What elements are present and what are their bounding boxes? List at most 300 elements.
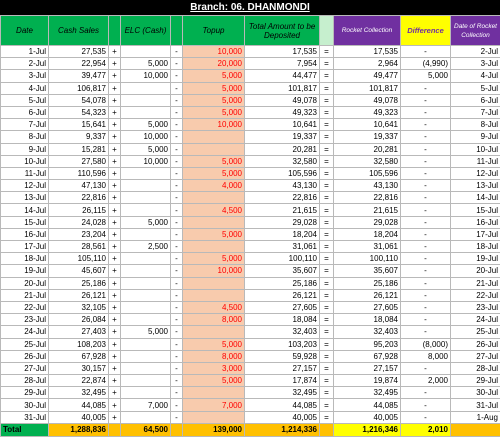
cell-topup: 5,000 [183,253,245,265]
cell-rocket: 25,186 [334,277,401,289]
cell-cash-sales: 26,121 [49,289,109,301]
cell-cash-sales: 26,084 [49,314,109,326]
cell-elc [121,387,171,399]
plus-sign: + [109,265,121,277]
cell-elc: 10,000 [121,155,171,167]
total-spacer-4 [451,423,500,436]
minus-sign: - [171,265,183,277]
cell-elc [121,411,171,423]
cell-topup [183,192,245,204]
cell-date-rocket: 5-Jul [451,82,500,94]
minus-sign: - [171,155,183,167]
equals-sign: = [320,314,334,326]
table-row [1,131,500,143]
cell-elc: 5,000 [121,216,171,228]
equals-sign: = [320,399,334,411]
cell-date: 4-Jul [1,82,49,94]
plus-sign: + [109,143,121,155]
table-row [1,94,500,106]
cell-total-deposit: 21,615 [245,204,320,216]
cell-rocket: 29,028 [334,216,401,228]
cell-topup: 5,000 [183,167,245,179]
cell-rocket: 40,005 [334,411,401,423]
table-row [1,350,500,362]
cell-total-deposit: 17,874 [245,375,320,387]
cell-elc [121,82,171,94]
cell-total-deposit: 27,605 [245,301,320,313]
cell-difference: - [401,94,451,106]
equals-sign: = [320,350,334,362]
cell-total-deposit: 59,928 [245,350,320,362]
cell-rocket: 49,078 [334,94,401,106]
cell-topup: 20,000 [183,58,245,70]
plus-sign: + [109,301,121,313]
minus-sign: - [171,241,183,253]
cell-elc: 2,500 [121,241,171,253]
plus-sign: + [109,131,121,143]
cell-total-deposit: 22,816 [245,192,320,204]
cell-date-rocket: 29-Jul [451,375,500,387]
header-date-rocket: Date of Rocket Collection [451,16,500,46]
cell-date: 31-Jul [1,411,49,423]
minus-sign: - [171,106,183,118]
table-row [1,253,500,265]
table-row [1,106,500,118]
minus-sign: - [171,167,183,179]
cell-cash-sales: 67,928 [49,350,109,362]
cell-date: 8-Jul [1,131,49,143]
table-row [1,204,500,216]
cell-total-deposit: 20,281 [245,143,320,155]
cell-date: 23-Jul [1,314,49,326]
cell-difference: - [401,228,451,240]
cell-date-rocket: 22-Jul [451,289,500,301]
cell-elc [121,350,171,362]
cell-date: 10-Jul [1,155,49,167]
table-row [1,192,500,204]
branch-title [0,0,500,15]
equals-sign: = [320,119,334,131]
cell-topup [183,289,245,301]
plus-sign: + [109,314,121,326]
cell-date-rocket: 19-Jul [451,253,500,265]
cell-topup: 7,000 [183,399,245,411]
cell-total-deposit: 32,580 [245,155,320,167]
equals-sign: = [320,216,334,228]
cell-rocket: 26,121 [334,289,401,301]
minus-sign: - [171,362,183,374]
cell-cash-sales: 105,110 [49,253,109,265]
cell-total-deposit: 40,005 [245,411,320,423]
cell-date-rocket: 10-Jul [451,143,500,155]
cell-total-deposit: 32,495 [245,387,320,399]
cell-rocket: 21,615 [334,204,401,216]
minus-sign: - [171,338,183,350]
cell-difference: - [401,387,451,399]
plus-sign: + [109,411,121,423]
equals-sign: = [320,387,334,399]
cell-date: 20-Jul [1,277,49,289]
equals-sign: = [320,362,334,374]
cell-difference: - [401,119,451,131]
cell-elc [121,314,171,326]
cell-cash-sales: 54,323 [49,106,109,118]
cell-rocket: 20,281 [334,143,401,155]
plus-sign: + [109,241,121,253]
minus-sign: - [171,326,183,338]
total-cash: 1,288,836 [49,423,109,436]
cell-date: 19-Jul [1,265,49,277]
minus-sign: - [171,253,183,265]
cell-elc [121,46,171,58]
cell-cash-sales: 27,403 [49,326,109,338]
equals-sign: = [320,46,334,58]
table-row [1,411,500,423]
table-row [1,216,500,228]
minus-sign: - [171,143,183,155]
cell-difference: - [401,216,451,228]
cell-date: 15-Jul [1,216,49,228]
plus-sign: + [109,289,121,301]
minus-sign: - [171,94,183,106]
cell-topup [183,277,245,289]
cell-topup [183,143,245,155]
cell-cash-sales: 110,596 [49,167,109,179]
cell-rocket: 19,337 [334,131,401,143]
equals-sign: = [320,131,334,143]
cell-difference: - [401,143,451,155]
cell-cash-sales: 15,281 [49,143,109,155]
cell-date-rocket: 4-Jul [451,70,500,82]
cell-date-rocket: 14-Jul [451,192,500,204]
cell-difference: - [401,326,451,338]
cell-elc [121,106,171,118]
plus-sign: + [109,387,121,399]
cell-elc [121,192,171,204]
cell-difference: - [401,106,451,118]
table-row [1,289,500,301]
cell-date-rocket: 8-Jul [451,119,500,131]
plus-sign: + [109,119,121,131]
cell-total-deposit: 17,535 [245,46,320,58]
cell-cash-sales: 9,337 [49,131,109,143]
cell-cash-sales: 54,078 [49,94,109,106]
cell-total-deposit: 101,817 [245,82,320,94]
cell-cash-sales: 32,105 [49,301,109,313]
table-row [1,241,500,253]
cell-difference: - [401,167,451,179]
cell-date-rocket: 18-Jul [451,241,500,253]
plus-sign: + [109,82,121,94]
cell-cash-sales: 22,816 [49,192,109,204]
cell-date: 29-Jul [1,387,49,399]
total-label: Total [1,423,49,436]
table-row [1,326,500,338]
cell-rocket: 32,580 [334,155,401,167]
cell-elc [121,338,171,350]
total-deposit: 1,214,336 [245,423,320,436]
cell-rocket: 2,964 [334,58,401,70]
cell-total-deposit: 35,607 [245,265,320,277]
cell-date: 14-Jul [1,204,49,216]
cell-topup: 5,000 [183,338,245,350]
cell-cash-sales: 15,641 [49,119,109,131]
cell-topup [183,216,245,228]
cell-date-rocket: 3-Jul [451,58,500,70]
cell-rocket: 100,110 [334,253,401,265]
equals-sign: = [320,326,334,338]
cell-difference: - [401,82,451,94]
table-row [1,167,500,179]
cell-date-rocket: 17-Jul [451,228,500,240]
cell-difference: - [401,362,451,374]
minus-sign: - [171,180,183,192]
equals-sign: = [320,375,334,387]
plus-sign: + [109,70,121,82]
cell-total-deposit: 49,078 [245,94,320,106]
cell-total-deposit: 29,028 [245,216,320,228]
minus-sign: - [171,216,183,228]
cell-date-rocket: 24-Jul [451,314,500,326]
equals-sign: = [320,241,334,253]
cell-topup: 10,000 [183,46,245,58]
header-minus-spacer [171,16,183,46]
cell-rocket: 49,477 [334,70,401,82]
cell-rocket: 27,605 [334,301,401,313]
cell-elc: 5,000 [121,326,171,338]
cell-date-rocket: 11-Jul [451,155,500,167]
cell-date: 1-Jul [1,46,49,58]
cell-date: 25-Jul [1,338,49,350]
cell-rocket: 10,641 [334,119,401,131]
minus-sign: - [171,314,183,326]
plus-sign: + [109,46,121,58]
cell-topup: 5,000 [183,106,245,118]
cell-topup: 4,500 [183,204,245,216]
cell-cash-sales: 27,535 [49,46,109,58]
table-row [1,314,500,326]
header-difference: Difference [401,16,451,46]
cell-date-rocket: 30-Jul [451,387,500,399]
header-cash-sales: Cash Sales [49,16,109,46]
cell-rocket: 18,084 [334,314,401,326]
plus-sign: + [109,399,121,411]
cell-topup: 4,000 [183,180,245,192]
minus-sign: - [171,131,183,143]
cell-elc [121,253,171,265]
table-row [1,155,500,167]
cell-elc: 5,000 [121,119,171,131]
cell-date: 27-Jul [1,362,49,374]
minus-sign: - [171,411,183,423]
header-equals-spacer [320,16,334,46]
cell-elc [121,301,171,313]
table-row [1,265,500,277]
cell-elc: 5,000 [121,58,171,70]
equals-sign: = [320,338,334,350]
cell-date: 13-Jul [1,192,49,204]
cell-date-rocket: 1-Aug [451,411,500,423]
branch-title-text: Branch: 06. DHANMONDI [190,2,310,13]
cell-date: 9-Jul [1,143,49,155]
cell-rocket: 31,061 [334,241,401,253]
cell-elc [121,265,171,277]
cell-rocket: 32,495 [334,387,401,399]
cell-total-deposit: 7,954 [245,58,320,70]
cell-total-deposit: 10,641 [245,119,320,131]
cell-topup [183,241,245,253]
cell-cash-sales: 28,561 [49,241,109,253]
cell-difference: 5,000 [401,70,451,82]
cell-cash-sales: 39,477 [49,70,109,82]
total-topup: 139,000 [183,423,245,436]
total-spacer-2 [171,423,183,436]
cell-difference: - [401,314,451,326]
cell-total-deposit: 49,323 [245,106,320,118]
cell-total-deposit: 26,121 [245,289,320,301]
cell-total-deposit: 100,110 [245,253,320,265]
cell-topup [183,131,245,143]
cell-date-rocket: 23-Jul [451,301,500,313]
collection-table [0,15,500,437]
cell-topup: 10,000 [183,265,245,277]
cell-elc [121,277,171,289]
cell-date: 28-Jul [1,375,49,387]
cell-difference: (8,000) [401,338,451,350]
cell-date: 7-Jul [1,119,49,131]
cell-rocket: 49,323 [334,106,401,118]
minus-sign: - [171,70,183,82]
cell-cash-sales: 106,817 [49,82,109,94]
plus-sign: + [109,362,121,374]
cell-total-deposit: 43,130 [245,180,320,192]
minus-sign: - [171,119,183,131]
equals-sign: = [320,155,334,167]
cell-total-deposit: 32,403 [245,326,320,338]
cell-elc [121,362,171,374]
cell-date-rocket: 9-Jul [451,131,500,143]
cell-cash-sales: 44,085 [49,399,109,411]
header-row [1,16,500,46]
cell-difference: - [401,46,451,58]
cell-date: 18-Jul [1,253,49,265]
cell-elc [121,204,171,216]
plus-sign: + [109,277,121,289]
cell-total-deposit: 44,477 [245,70,320,82]
cell-total-deposit: 103,203 [245,338,320,350]
equals-sign: = [320,94,334,106]
total-spacer-3 [320,423,334,436]
cell-cash-sales: 108,203 [49,338,109,350]
cell-difference: - [401,131,451,143]
cell-elc [121,289,171,301]
minus-sign: - [171,192,183,204]
cell-cash-sales: 22,874 [49,375,109,387]
minus-sign: - [171,82,183,94]
total-row [1,423,500,436]
cell-date-rocket: 26-Jul [451,338,500,350]
cell-rocket: 95,203 [334,338,401,350]
cell-difference: - [401,277,451,289]
cell-rocket: 17,535 [334,46,401,58]
cell-elc: 10,000 [121,131,171,143]
table-body [1,46,500,424]
header-elc: ELC (Cash) [121,16,171,46]
plus-sign: + [109,216,121,228]
cell-date-rocket: 15-Jul [451,204,500,216]
cell-rocket: 101,817 [334,82,401,94]
cell-rocket: 18,204 [334,228,401,240]
minus-sign: - [171,387,183,399]
table-row [1,46,500,58]
minus-sign: - [171,350,183,362]
equals-sign: = [320,289,334,301]
cell-difference: - [401,241,451,253]
total-difference: 2,010 [401,423,451,436]
plus-sign: + [109,350,121,362]
equals-sign: = [320,411,334,423]
table-row [1,70,500,82]
cell-date: 21-Jul [1,289,49,301]
cell-date-rocket: 20-Jul [451,265,500,277]
cell-date-rocket: 28-Jul [451,362,500,374]
cell-rocket: 22,816 [334,192,401,204]
cell-total-deposit: 18,084 [245,314,320,326]
minus-sign: - [171,228,183,240]
cell-total-deposit: 18,204 [245,228,320,240]
cell-difference: - [401,180,451,192]
cell-cash-sales: 22,954 [49,58,109,70]
equals-sign: = [320,143,334,155]
cell-date-rocket: 16-Jul [451,216,500,228]
cell-difference: - [401,301,451,313]
plus-sign: + [109,375,121,387]
cell-total-deposit: 25,186 [245,277,320,289]
equals-sign: = [320,180,334,192]
cell-cash-sales: 24,028 [49,216,109,228]
plus-sign: + [109,167,121,179]
cell-cash-sales: 47,130 [49,180,109,192]
cell-date-rocket: 12-Jul [451,167,500,179]
plus-sign: + [109,326,121,338]
table-row [1,362,500,374]
minus-sign: - [171,289,183,301]
cell-date-rocket: 7-Jul [451,106,500,118]
cell-cash-sales: 26,115 [49,204,109,216]
cell-topup: 8,000 [183,350,245,362]
equals-sign: = [320,277,334,289]
equals-sign: = [320,253,334,265]
plus-sign: + [109,253,121,265]
total-spacer-1 [109,423,121,436]
cell-cash-sales: 30,157 [49,362,109,374]
cell-date-rocket: 21-Jul [451,277,500,289]
cell-difference: - [401,192,451,204]
table-row [1,387,500,399]
equals-sign: = [320,167,334,179]
table-row [1,119,500,131]
minus-sign: - [171,375,183,387]
cell-date: 30-Jul [1,399,49,411]
cell-difference: - [401,204,451,216]
cell-topup: 5,000 [183,70,245,82]
table-row [1,180,500,192]
header-rocket: Rocket Collection [334,16,401,46]
cell-topup: 5,000 [183,82,245,94]
cell-difference: - [401,253,451,265]
header-date: Date [1,16,49,46]
cell-rocket: 32,403 [334,326,401,338]
